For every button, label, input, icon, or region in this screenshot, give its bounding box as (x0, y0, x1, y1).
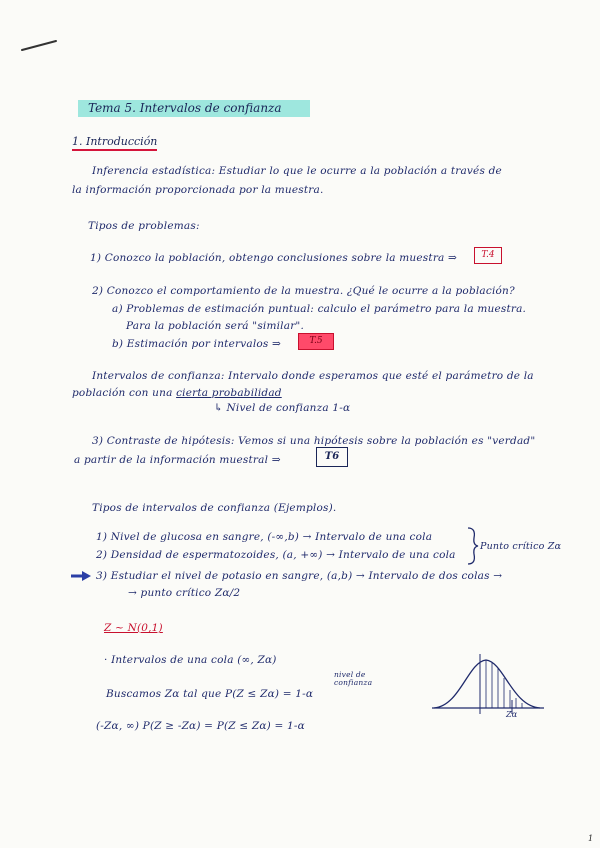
ic-definition-prefix: población con una (72, 387, 173, 399)
two-sided-equation: (-Zα, ∞) P(Z ≥ -Zα) = P(Z ≤ Zα) = 1-α (96, 720, 305, 732)
one-tail-heading: · Intervalos de una cola (∞, Zα) (104, 654, 277, 666)
example-3-cont: → punto crítico Zα/2 (128, 587, 241, 599)
tema-6-tag: T6 (316, 447, 348, 467)
problems-heading: Tipos de problemas: (88, 220, 200, 232)
confidence-annotation: nivel de confianza (334, 670, 373, 687)
brace-mark (466, 526, 480, 566)
intro-line-1: Inferencia estadística: Estudiar lo que le ocurre a la población a través de (92, 165, 502, 177)
example-2: 2) Densidad de espermatozoides, (a, +∞) → Intervalo de una cola (96, 549, 456, 561)
tema-5-tag: T.5 (298, 333, 334, 350)
ic-definition-line-2 (72, 387, 282, 399)
problem-2a-cont: Para la población será "similar". (126, 320, 304, 332)
intro-line-2: la información proporcionada por la muestra. (72, 184, 324, 196)
ic-definition-line-1: Intervalos de confianza: Intervalo donde esperamos que esté el parámetro de la (92, 370, 534, 382)
curve-axis-label: Zα (506, 710, 518, 719)
example-1: 1) Nivel de glucosa en sangre, (-∞,b) → Intervalo de una cola (96, 531, 433, 543)
page-title: Tema 5. Intervalos de confianza (78, 100, 310, 117)
examples-heading: Tipos de intervalos de confianza (Ejemplos). (92, 502, 337, 514)
normal-curve-sketch (430, 650, 550, 725)
problem-2: 2) Conozco el comportamiento de la muestra. ¿Qué le ocurre a la población? (92, 285, 515, 297)
problem-2b: b) Estimación por intervalos ⇒ (112, 338, 282, 350)
page-number: 1 (588, 834, 594, 843)
z-definition: Z ~ N(0,1) (104, 622, 163, 634)
critical-point-note: Punto crítico Zα (480, 541, 562, 552)
cierta-probabilidad-text: cierta probabilidad (176, 387, 282, 399)
section-heading-introduccion: 1. Introducción (72, 135, 157, 151)
search-statement: Buscamos Zα tal que P(Z ≤ Zα) = 1-α (106, 688, 314, 700)
problem-3-line-1: 3) Contraste de hipótesis: Vemos si una hipótesis sobre la población es "verdad" (92, 435, 536, 447)
problem-1: 1) Conozco la población, obtengo conclusiones sobre la muestra ⇒ (90, 252, 458, 264)
example-3: 3) Estudiar el nivel de potasio en sangre, (a,b) → Intervalo de dos colas → (96, 570, 503, 582)
arrow-marker-icon (70, 570, 92, 582)
pen-stroke-mark (20, 38, 60, 54)
tema-4-tag: T.4 (474, 247, 502, 264)
confidence-level-note: ↳ Nivel de confianza 1-α (214, 402, 351, 414)
problem-3-line-2: a partir de la información muestral ⇒ (74, 454, 281, 466)
problem-2a: a) Problemas de estimación puntual: calculo el parámetro para la muestra. (112, 303, 527, 315)
